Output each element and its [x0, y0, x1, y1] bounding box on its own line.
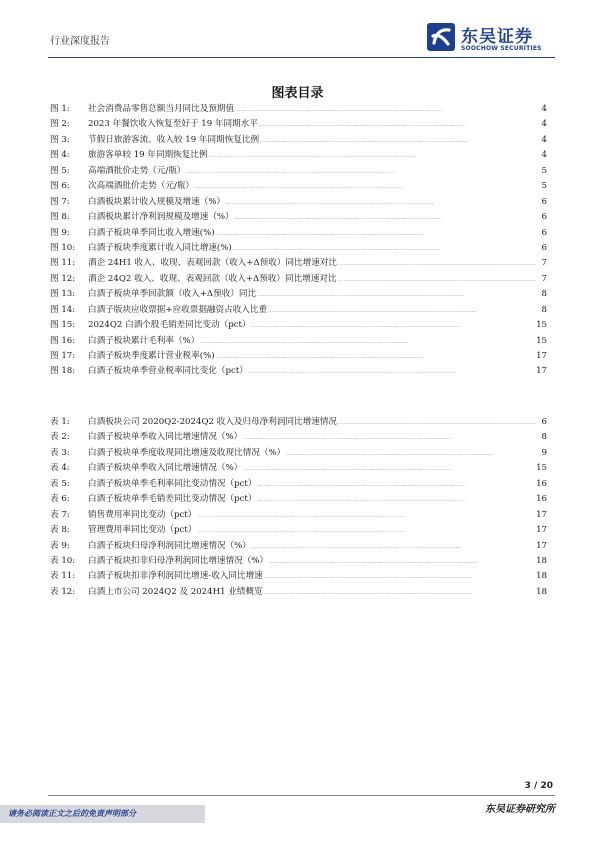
figure-entry[interactable]	[50, 334, 547, 349]
figure-entry-page: 15	[536, 335, 547, 346]
figure-entry-title: 酒企 24Q2 收入、收现、表观回款（收入+Δ预收）同比增速对比	[88, 273, 337, 284]
page-number: 3 / 20	[524, 781, 553, 791]
figure-entry-number: 图 9:	[50, 227, 70, 238]
figure-entry-number: 图 7:	[50, 196, 70, 207]
table-entry[interactable]	[50, 415, 547, 430]
table-entry-leader-dots	[269, 556, 535, 566]
figure-entry[interactable]	[50, 148, 547, 163]
table-entry-title: 白酒子板块扣非归母净利润同比增速情况（%）	[88, 555, 269, 566]
figure-entry-leader-dots	[226, 197, 536, 207]
figure-entry[interactable]	[50, 364, 547, 379]
figure-entry-number: 图 18:	[50, 366, 76, 377]
table-entry-title: 白酒子板块扣非净利润同比增速-收入同比增速	[88, 571, 263, 582]
table-entry-number: 表 5:	[50, 478, 70, 489]
table-entry[interactable]	[50, 446, 547, 461]
table-entry-number: 表 2:	[50, 432, 70, 443]
figure-entry-title: 次高端酒批价走势（元/瓶）	[88, 181, 195, 192]
figure-entry-leader-dots	[249, 366, 535, 376]
table-entry-page: 17	[536, 525, 547, 536]
table-entry-page: 17	[536, 509, 547, 520]
table-entry-page: 15	[536, 463, 547, 474]
figure-entry-page: 6	[541, 242, 547, 253]
figure-entry-page: 17	[536, 351, 547, 361]
table-entry-number: 表 10:	[50, 555, 76, 566]
figure-entry-title: 白酒子版块应收票据+应收票据融资占收入比重	[88, 304, 268, 315]
figure-entry-number: 图 11:	[50, 258, 76, 269]
figure-entry[interactable]	[50, 117, 547, 132]
figure-entry-page: 4	[541, 104, 547, 114]
figure-entry-page: 17	[536, 366, 547, 377]
figure-entry-number: 图 17:	[50, 351, 76, 361]
soochow-logo-icon	[426, 22, 456, 52]
figure-entry-title: 白酒板块累计净利润规模及增速（%）	[88, 212, 234, 223]
figure-entry-page: 8	[541, 304, 547, 315]
table-entry-leader-dots	[286, 448, 536, 458]
figure-entry[interactable]	[50, 303, 547, 318]
footer-divider	[48, 795, 555, 796]
table-entry[interactable]	[50, 539, 547, 554]
table-entry-leader-dots	[252, 541, 535, 551]
table-entry[interactable]	[50, 461, 547, 476]
table-entry-number: 表 1:	[50, 417, 70, 427]
figure-entry-page: 6	[541, 227, 547, 238]
figure-entry-page: 5	[541, 165, 547, 176]
figure-entry-title: 社会消费品零售总额当月同比及预期值	[88, 104, 235, 114]
table-entry[interactable]	[50, 585, 547, 600]
logo-english-name: SOOCHOW SECURITIES	[461, 45, 542, 52]
table-entry-leader-dots	[257, 494, 535, 504]
page-title: 图表目录	[271, 86, 324, 101]
figure-entry-leader-dots	[200, 336, 535, 346]
figure-entry[interactable]	[50, 102, 547, 117]
institute-name: 东吴证券研究所	[485, 804, 555, 815]
table-entry-title: 白酒子板块单季毛利率同比变动情况（pct）	[88, 478, 257, 489]
table-entry-leader-dots	[264, 587, 535, 597]
table-entry-title: 白酒板块公司 2020Q2-2024Q2 收入及归母净利润同比增速情况	[88, 417, 338, 427]
figure-entry-number: 图 4:	[50, 150, 70, 161]
table-entry-leader-dots	[257, 479, 535, 489]
figure-entry-leader-dots	[186, 166, 536, 176]
figure-entry-leader-dots	[233, 243, 536, 253]
figure-entry-leader-dots	[252, 320, 535, 330]
figure-entry-leader-dots	[216, 351, 535, 361]
figure-entry-leader-dots	[259, 119, 536, 129]
figure-entry-page: 8	[541, 289, 547, 300]
figure-entry-number: 图 8:	[50, 212, 70, 223]
figure-entry-leader-dots	[235, 104, 536, 114]
figure-entry[interactable]	[50, 164, 547, 179]
table-entry-title: 白酒子板块归母净利润同比增速情况（%）	[88, 540, 251, 551]
figure-entry-page: 15	[536, 320, 547, 331]
figure-entry-title: 白酒子板块季度累计营业税率(%)	[88, 351, 215, 361]
table-entry-title: 白酒上市公司 2024Q2 及 2024H1 业绩概览	[88, 586, 263, 597]
figure-entry-leader-dots	[268, 305, 536, 315]
figure-entry-number: 图 10:	[50, 242, 76, 253]
figure-entry-title: 酒企 24H1 收入、收现、表观回款（收入+Δ预收）同比增速对比	[88, 258, 338, 269]
figure-entry[interactable]	[50, 287, 547, 302]
table-entry-number: 表 3:	[50, 447, 70, 458]
table-entry-page: 6	[541, 417, 547, 427]
figure-entry-title: 白酒子板块季度累计收入同比增速(%)	[88, 242, 232, 253]
figure-entry-title: 2023 年餐饮收入恢复至好于 19 年同期水平	[88, 119, 258, 130]
figure-entry-leader-dots	[195, 181, 536, 191]
table-entry-number: 表 7:	[50, 509, 70, 520]
figure-entry-title: 白酒子板块单季营业税率同比变化（pct）	[88, 366, 248, 377]
figure-entry[interactable]	[50, 226, 547, 241]
table-entry-title: 白酒子板块单季度收现同比增速及收现比情况（%）	[88, 447, 286, 458]
logo-chinese-name: 东吴证券	[461, 27, 533, 47]
disclaimer-banner: 请务必阅读正文之后的免责声明部分	[0, 805, 205, 823]
report-category-label: 行业深度报告	[50, 36, 110, 47]
table-entry[interactable]	[50, 554, 547, 569]
table-entry-page: 9	[541, 447, 547, 458]
figure-entry-number: 图 3:	[50, 134, 70, 145]
figure-entry-number: 图 13:	[50, 289, 76, 300]
table-entry[interactable]	[50, 492, 547, 507]
table-entry-page: 16	[536, 494, 547, 505]
figure-entry-title: 节假日旅游客流、收入较 19 年同期恢复比例	[88, 134, 260, 145]
table-entry[interactable]	[50, 508, 547, 523]
figure-entry-page: 6	[541, 196, 547, 207]
figure-entry-number: 图 15:	[50, 320, 76, 331]
table-entry-title: 白酒子板块单季收入同比增速情况（%）	[88, 463, 243, 474]
table-entry-leader-dots	[264, 571, 535, 581]
figure-entry-number: 图 6:	[50, 181, 70, 192]
table-entry-page: 17	[536, 540, 547, 551]
figure-entry-page: 4	[541, 134, 547, 145]
table-entry-number: 表 9:	[50, 540, 70, 551]
table-entry-leader-dots	[243, 432, 536, 442]
table-entry-page: 18	[536, 555, 547, 566]
figure-entry-number: 图 14:	[50, 304, 76, 315]
figure-entry[interactable]	[50, 195, 547, 210]
figure-entry[interactable]	[50, 349, 547, 364]
figure-entry-page: 6	[541, 212, 547, 223]
figure-entry-number: 图 16:	[50, 335, 76, 346]
table-list	[50, 415, 547, 600]
figure-entry-number: 图 5:	[50, 165, 70, 176]
header-divider	[48, 57, 555, 58]
table-entry-number: 表 11:	[50, 571, 76, 582]
table-entry-title: 销售费用率同比变动（pct）	[88, 509, 197, 520]
figure-entry-leader-dots	[338, 274, 536, 284]
figure-entry-title: 白酒子板块累计毛利率（%）	[88, 335, 200, 346]
figure-entry-title: 白酒子板块单季同比收入增速(%)	[88, 227, 215, 238]
table-entry-number: 表 4:	[50, 463, 70, 474]
table-entry-page: 18	[536, 571, 547, 582]
figure-entry-page: 4	[541, 150, 547, 161]
table-entry-number: 表 8:	[50, 525, 70, 536]
figure-entry-leader-dots	[338, 258, 536, 268]
figure-entry-title: 高端酒批价走势（元/瓶）	[88, 165, 186, 176]
table-entry[interactable]	[50, 477, 547, 492]
figure-entry[interactable]	[50, 318, 547, 333]
table-entry-page: 16	[536, 478, 547, 489]
figure-entry[interactable]	[50, 256, 547, 271]
figure-entry[interactable]	[50, 272, 547, 287]
figure-list	[50, 102, 547, 380]
table-entry-leader-dots	[197, 510, 535, 520]
figure-entry-leader-dots	[216, 228, 536, 238]
table-entry-number: 表 6:	[50, 494, 70, 505]
figure-entry[interactable]	[50, 179, 547, 194]
figure-entry-title: 白酒子板块单季回款额（收入+Δ预收）同比	[88, 289, 257, 300]
table-entry-leader-dots	[197, 525, 535, 535]
figure-entry-number: 图 1:	[50, 104, 70, 114]
table-entry[interactable]	[50, 430, 547, 445]
soochow-logo	[426, 22, 556, 56]
figure-entry-title: 白酒板块累计收入规模及增速（%）	[88, 196, 226, 207]
figure-entry-leader-dots	[209, 150, 536, 160]
table-entry-number: 表 12:	[50, 586, 76, 597]
figure-entry-number: 图 2:	[50, 119, 70, 130]
figure-entry-title: 旅游客单较 19 年同期恢复比例	[88, 150, 208, 161]
table-entry-title: 白酒子板块单季收入同比增速情况（%）	[88, 432, 243, 443]
table-entry-title: 白酒子板块单季毛销差同比变动情况（pct）	[88, 494, 257, 505]
figure-entry-leader-dots	[235, 212, 536, 222]
table-entry-title: 管理费用率同比变动（pct）	[88, 525, 197, 536]
figure-entry[interactable]	[50, 241, 547, 256]
table-entry-page: 18	[536, 586, 547, 597]
figure-entry-page: 5	[541, 181, 547, 192]
figure-entry-page: 7	[541, 273, 547, 284]
table-entry[interactable]	[50, 523, 547, 538]
table-entry[interactable]	[50, 569, 547, 584]
figure-entry-leader-dots	[260, 135, 536, 145]
table-entry-leader-dots	[338, 417, 536, 427]
table-entry-page: 8	[541, 432, 547, 443]
figure-entry-page: 4	[541, 119, 547, 130]
figure-entry-number: 图 12:	[50, 273, 76, 284]
figure-entry-page: 7	[541, 258, 547, 269]
table-entry-leader-dots	[243, 463, 535, 473]
figure-entry-title: 2024Q2 白酒个股毛销差同比变动（pct）	[88, 320, 251, 331]
figure-entry[interactable]	[50, 210, 547, 225]
figure-entry-leader-dots	[257, 289, 536, 299]
figure-entry[interactable]	[50, 133, 547, 148]
